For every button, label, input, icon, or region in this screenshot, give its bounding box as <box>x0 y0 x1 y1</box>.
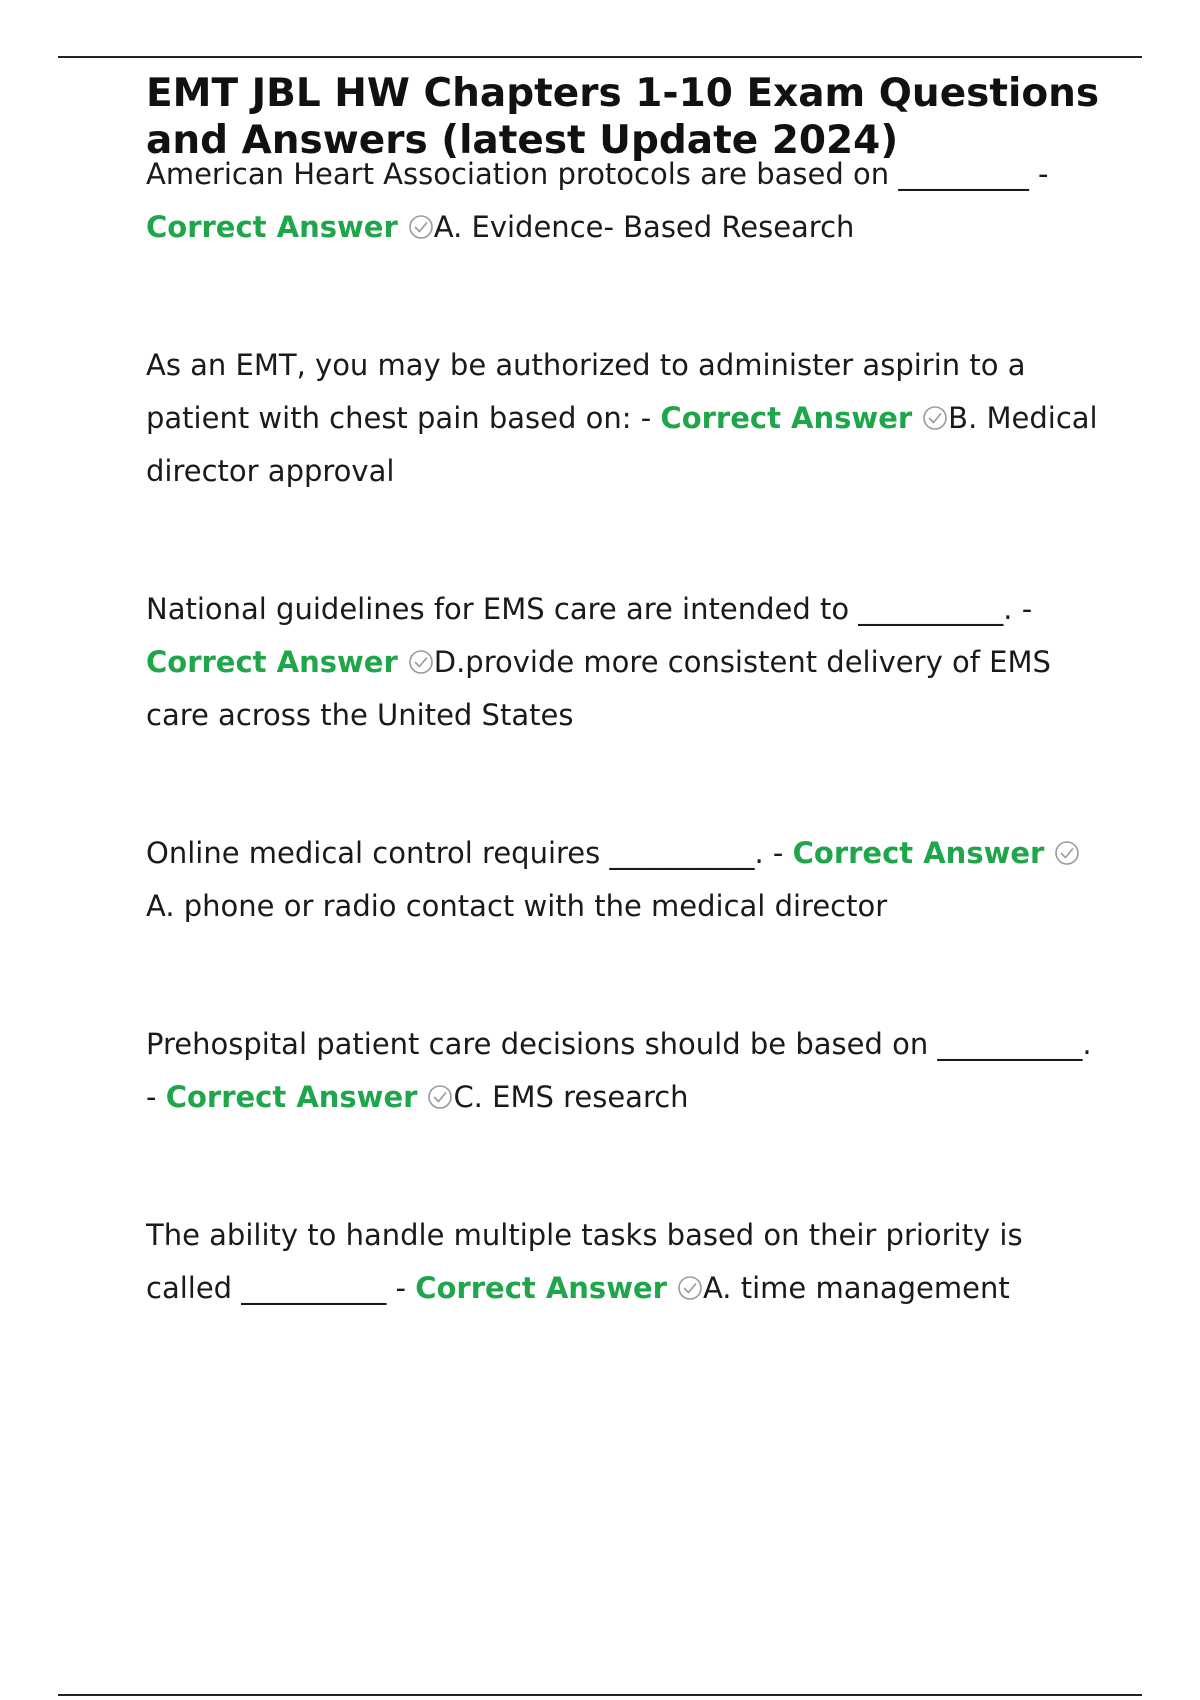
check-circle-icon <box>677 1275 703 1301</box>
separator: - <box>631 401 661 435</box>
qa-item <box>146 583 1106 742</box>
answer-text: C. EMS research <box>453 1080 689 1114</box>
question-text: Prehospital patient care decisions should be based on __________. <box>146 1027 1092 1061</box>
bottom-rule <box>58 1694 1142 1696</box>
document-title: EMT JBL HW Chapters 1-10 Exam Questions and Answers (latest Update 2024) <box>146 71 1100 163</box>
question-text: National guidelines for EMS care are intended to __________. <box>146 592 1013 626</box>
answer-text: B. Medical director approval <box>146 401 1098 488</box>
question-text: American Heart Association protocols are based on _________ <box>146 157 1029 191</box>
check-circle-icon <box>408 214 434 240</box>
qa-item <box>146 1209 1106 1315</box>
correct-answer-label: Correct Answer <box>165 1080 418 1114</box>
check-circle-icon <box>922 405 948 431</box>
correct-answer-label: Correct Answer <box>415 1271 667 1305</box>
separator: - <box>763 836 793 870</box>
top-rule <box>58 56 1142 58</box>
question-text: The ability to handle multiple tasks based on their priority is called __________ <box>146 1218 1023 1305</box>
answer-text: D.provide more consistent delivery of EMS care across the United States <box>146 645 1051 732</box>
document-body <box>146 70 1106 1315</box>
check-circle-icon <box>408 649 434 675</box>
separator: - <box>386 1271 416 1305</box>
correct-answer-label: Correct Answer <box>660 401 913 435</box>
qa-item <box>146 827 1106 933</box>
qa-item <box>146 1018 1106 1124</box>
correct-answer-label: Correct Answer <box>792 836 1045 870</box>
correct-answer-label: Correct Answer <box>146 210 398 244</box>
answer-text: A. Evidence- Based Research <box>433 210 855 244</box>
question-text: Online medical control requires __________. <box>146 836 764 870</box>
check-circle-icon <box>427 1084 453 1110</box>
check-circle-icon <box>1054 840 1080 866</box>
correct-answer-label: Correct Answer <box>146 645 398 679</box>
separator: - <box>146 1080 166 1114</box>
separator: - <box>1028 157 1049 191</box>
qa-item <box>146 339 1106 498</box>
separator: - <box>1012 592 1033 626</box>
question-text: As an EMT, you may be authorized to administer aspirin to a patient with chest pain based on: <box>146 348 1026 435</box>
answer-text: A. phone or radio contact with the medical director <box>146 889 888 923</box>
answer-text: A. time management <box>702 1271 1010 1305</box>
qa-item <box>146 148 1106 254</box>
